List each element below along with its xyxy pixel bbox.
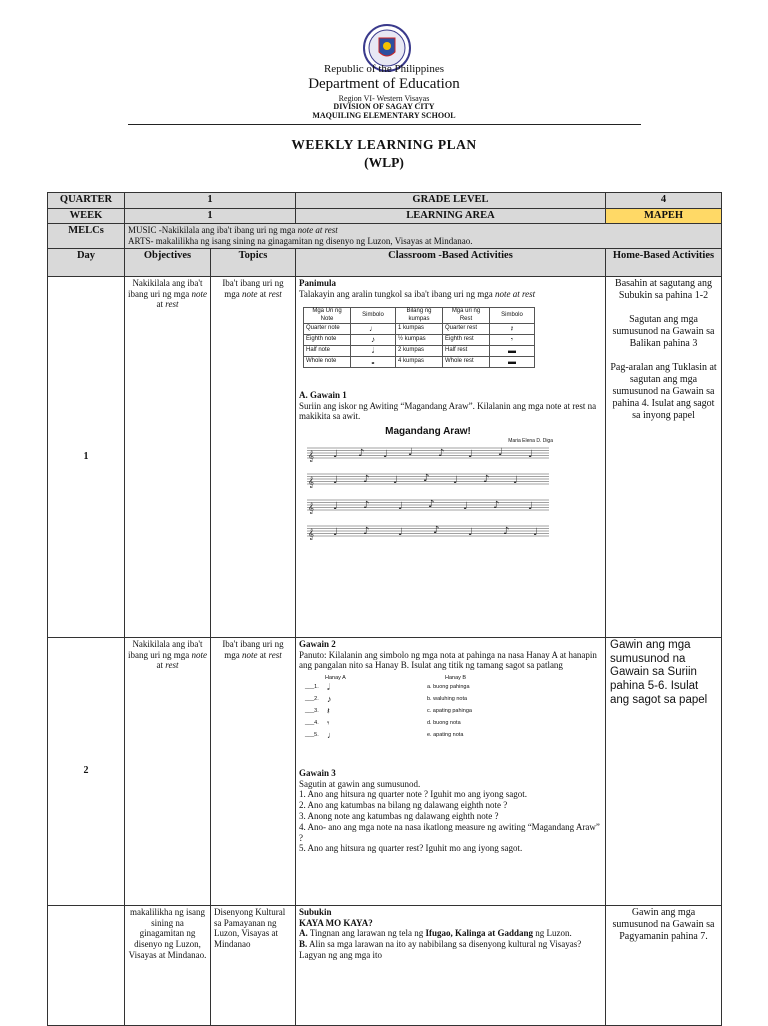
note-table-cell: Whole note xyxy=(304,356,351,367)
quarter-row xyxy=(48,193,722,209)
note-table-cell: Quarter note xyxy=(304,323,351,334)
note-table-header-cell: Mga uri ng Rest xyxy=(443,308,490,323)
hanay-item xyxy=(305,682,602,694)
day1-number: 1 xyxy=(48,276,125,637)
gawain1-heading: A. Gawain 1 xyxy=(299,389,347,400)
wlp-table xyxy=(47,192,722,1026)
division-label: DIVISION OF SAGAY CITY xyxy=(333,102,435,111)
song-composer: Maria Elena D. Diga xyxy=(508,438,553,445)
svg-text:♪: ♪ xyxy=(363,500,370,512)
svg-text:♩: ♩ xyxy=(398,527,403,539)
subukin-heading: Subukin xyxy=(299,906,332,917)
note-table-header xyxy=(304,308,535,323)
music-staff-image xyxy=(303,444,553,548)
quarter-label: QUARTER xyxy=(48,193,125,209)
hanay-item xyxy=(305,694,602,706)
melcs-music: MUSIC -Nakikilala ang iba't ibang uri ng mga xyxy=(128,225,298,236)
note-table-cell: Half note xyxy=(304,345,351,356)
grade-label: GRADE LEVEL xyxy=(296,193,606,209)
day3-item-c: Lagyan ng ang mga ito xyxy=(299,949,382,960)
hanay-answer: b. waluhing nota xyxy=(427,696,468,703)
svg-text:♩: ♩ xyxy=(463,501,468,513)
area-value: MAPEH xyxy=(606,208,722,224)
note-table-cell: 4 kumpas xyxy=(396,356,443,367)
gawain3-list xyxy=(299,789,602,854)
hanay-blank[interactable]: ___4. xyxy=(305,720,319,727)
day3-home: Gawin ang mga sumusunod na Gawain sa Pagyamanin pahina 7. xyxy=(606,905,722,1025)
hanay-matching xyxy=(305,675,602,742)
hanay-blank[interactable]: ___2. xyxy=(305,696,319,703)
header-divider xyxy=(128,124,641,125)
week-row xyxy=(48,208,722,224)
hanay-item xyxy=(305,706,602,718)
svg-text:♩: ♩ xyxy=(533,527,538,539)
note-table-cell: Whole rest xyxy=(443,356,490,367)
svg-text:♪: ♪ xyxy=(363,474,370,486)
note-symbol-icon: 𝄽 xyxy=(327,706,330,717)
svg-text:♩: ♩ xyxy=(333,475,338,487)
day3-row xyxy=(48,905,722,1025)
svg-text:♩: ♩ xyxy=(333,527,338,539)
svg-text:♪: ♪ xyxy=(503,526,510,538)
note-table-cell: 1 kumpas xyxy=(396,323,443,334)
column-header-row xyxy=(48,248,722,276)
col-objectives: Objectives xyxy=(125,248,211,276)
col-topics: Topics xyxy=(211,248,296,276)
note-table-cell: ♪ xyxy=(351,334,396,345)
note-table-row xyxy=(304,356,535,367)
day2-home: Gawin ang mga sumusunod na Gawain sa Suriin pahina 5-6. Isulat ang sagot sa papel xyxy=(606,637,722,905)
week-value: 1 xyxy=(125,208,296,224)
panimula-heading: Panimula xyxy=(299,277,337,288)
col-home: Home-Based Activities xyxy=(606,248,722,276)
melcs-arts: ARTS- makalilikha ng isang sining na ginagamitan ng disenyo ng Luzon, Visayas at Mindanao. xyxy=(128,235,473,246)
hanay-a-label: Hanay A xyxy=(325,675,346,682)
svg-text:♩: ♩ xyxy=(398,501,403,513)
department-label: Department of Education xyxy=(308,76,460,92)
hanay-answer: c. apating pahinga xyxy=(427,708,472,715)
day1-classroom xyxy=(296,276,606,637)
hanay-blank[interactable]: ___3. xyxy=(305,708,319,715)
note-table-cell: 𝄽 xyxy=(490,323,535,334)
day2-topic: Iba't ibang uri ng mga note at rest xyxy=(211,637,296,905)
note-table-header-cell: Mga Uri ng Note xyxy=(304,308,351,323)
day3-number xyxy=(48,905,125,1025)
note-table-cell: 2 kumpas xyxy=(396,345,443,356)
svg-text:♩: ♩ xyxy=(513,475,518,487)
gawain3-item: 3. Anong note ang katumbas ng dalawang eighth note ? xyxy=(299,810,499,821)
republic-label: Republic of the Philippines xyxy=(323,63,445,75)
page-title: WEEKLY LEARNING PLAN xyxy=(291,137,477,152)
svg-text:♪: ♪ xyxy=(433,525,440,537)
note-table-cell: Quarter rest xyxy=(443,323,490,334)
melcs-row xyxy=(48,224,722,249)
gawain2-text: Panuto: Kilalanin ang simbolo ng mga nota at pahinga na nasa Hanay A at hanapin ang pangalan nito sa Hanay B. Isulat ang titik ng tamang sagot sa patlang xyxy=(299,649,597,671)
col-classroom: Classroom -Based Activities xyxy=(296,248,606,276)
hanay-list xyxy=(305,682,602,742)
hanay-item xyxy=(305,718,602,730)
note-symbol-icon: ♪ xyxy=(327,694,332,705)
hanay-answer: d. buong nota xyxy=(427,720,461,727)
day1-home xyxy=(606,276,722,637)
gawain1-text: Suriin ang iskor ng Awiting “Magandang Araw”. Kilalanin ang mga note at rest na makikita sa awit. xyxy=(299,400,597,422)
svg-text:𝄞: 𝄞 xyxy=(308,451,314,463)
svg-text:♪: ♪ xyxy=(358,448,365,460)
svg-text:♩: ♩ xyxy=(333,449,338,461)
page-subtitle: (WLP) xyxy=(364,155,404,170)
svg-text:♪: ♪ xyxy=(483,474,490,486)
gawain3-item: 4. Ano- ano ang mga note na nasa ikatlong measure ng awiting “Magandang Araw” ? xyxy=(299,821,600,843)
gawain3-item: 1. Ano ang hitsura ng quarter note ? Iguhit mo ang iyong sagot. xyxy=(299,789,527,800)
note-table-header-cell: Simbolo xyxy=(351,308,396,323)
song-score xyxy=(303,426,553,551)
svg-text:𝄞: 𝄞 xyxy=(308,477,314,489)
note-table-cell: Eighth note xyxy=(304,334,351,345)
hanay-blank[interactable]: ___5. xyxy=(305,732,319,739)
note-table-cell: ▬ xyxy=(490,345,535,356)
note-table-cell: 𝅝 xyxy=(351,356,396,367)
day3-objective: makalilikha ng isang sining na ginagamitan ng disenyo ng Luzon, Visayas at Mindanao. xyxy=(125,905,211,1025)
quarter-value: 1 xyxy=(125,193,296,209)
gawain3-heading: Gawain 3 xyxy=(299,767,336,778)
col-day: Day xyxy=(48,248,125,276)
svg-text:♪: ♪ xyxy=(438,448,445,460)
panimula-text: Talakayin ang aralin tungkol sa iba't ibang uri ng mga note at rest xyxy=(299,288,536,299)
gawain3-intro: Sagutin at gawin ang sumusunod. xyxy=(299,778,421,789)
note-table-cell: Eighth rest xyxy=(443,334,490,345)
gawain3-item: 5. Ano ang hitsura ng quarter rest? Iguhit mo ang iyong sagot. xyxy=(299,843,523,854)
day2-classroom xyxy=(296,637,606,905)
svg-text:♩: ♩ xyxy=(333,501,338,513)
day3-item-a: A. Tingnan ang larawan ng tela ng Ifugao, Kalinga at Gaddang ng Luzon. xyxy=(299,928,572,939)
note-table-row xyxy=(304,323,535,334)
note-table-header-cell: Simbolo xyxy=(490,308,535,323)
note-table-header-cell: Bilang ng kumpas xyxy=(396,308,443,323)
day1-home-1: Basahin at sagutang ang Subukin sa pahina 1-2 xyxy=(615,277,712,301)
day1-home-2: Sagutan ang mga sumusunod na Gawain sa Balikan pahina 3 xyxy=(612,313,715,349)
note-symbol-icon: 𝅗𝅥 xyxy=(327,682,330,693)
svg-text:𝄞: 𝄞 xyxy=(308,503,314,515)
grade-value: 4 xyxy=(606,193,722,209)
svg-text:♪: ♪ xyxy=(428,499,435,511)
svg-text:♩: ♩ xyxy=(468,527,473,539)
svg-text:♩: ♩ xyxy=(528,501,533,513)
day2-row xyxy=(48,637,722,905)
note-table-cell: Half rest xyxy=(443,345,490,356)
day1-objective: Nakikilala ang iba't ibang uri ng mga note at rest xyxy=(125,276,211,637)
kaya-heading: KAYA MO KAYA? xyxy=(299,917,373,928)
melcs-music-italic: note at rest xyxy=(297,225,338,236)
day1-home-3: Pag-aralan ang Tuklasin at sagutan ang mga sumusunod na Gawain sa pahina 4. Isulat ang sagot sa inyong papel xyxy=(610,361,717,421)
svg-text:♪: ♪ xyxy=(423,473,430,485)
area-label: LEARNING AREA xyxy=(296,208,606,224)
svg-text:♩: ♩ xyxy=(393,475,398,487)
note-symbol-icon: 𝄾 xyxy=(327,718,330,729)
note-symbol-icon: ♩ xyxy=(327,730,336,741)
school-label: MAQUILING ELEMENTARY SCHOOL xyxy=(312,111,456,120)
song-title: Magandang Araw! xyxy=(385,426,471,438)
day2-objective: Nakikilala ang iba't ibang uri ng mga note at rest xyxy=(125,637,211,905)
note-table-cell: ½ kumpas xyxy=(396,334,443,345)
svg-text:♩: ♩ xyxy=(528,449,533,461)
melcs-label: MELCs xyxy=(48,224,125,249)
hanay-b-label: Hanay B xyxy=(445,675,467,682)
day1-topic: Iba't ibang uri ng mga note at rest xyxy=(211,276,296,637)
note-rest-table xyxy=(303,307,535,367)
week-label: WEEK xyxy=(48,208,125,224)
svg-text:♩: ♩ xyxy=(498,447,503,459)
hanay-item xyxy=(305,730,602,742)
day2-number: 2 xyxy=(48,637,125,905)
svg-text:♪: ♪ xyxy=(493,500,500,512)
day3-item-b: B. Alin sa mga larawan na ito ay nabibilang sa disenyong kultural ng Visayas? xyxy=(299,939,582,950)
day3-classroom xyxy=(296,905,606,1025)
note-table-cell: ▬ xyxy=(490,356,535,367)
svg-text:♩: ♩ xyxy=(468,449,473,461)
hanay-answer: a. buong pahinga xyxy=(427,684,470,691)
svg-text:♪: ♪ xyxy=(363,526,370,538)
note-table-cell: 𝄾 xyxy=(490,334,535,345)
hanay-blank[interactable]: ___1. xyxy=(305,684,319,691)
svg-text:𝄞: 𝄞 xyxy=(308,529,314,541)
gawain2-heading: Gawain 2 xyxy=(299,638,336,649)
hanay-answer: e. apating nota xyxy=(427,732,464,739)
region-label: Region VI- Western Visayas xyxy=(338,94,430,103)
svg-text:♩: ♩ xyxy=(383,449,388,461)
note-table-row xyxy=(304,334,535,345)
day1-row xyxy=(48,276,722,637)
gawain3-item: 2. Ano ang katumbas na bilang ng dalawang eighth note ? xyxy=(299,800,508,811)
melcs-text xyxy=(125,224,722,249)
note-table-cell: 𝅗𝅥 xyxy=(351,345,396,356)
svg-text:♩: ♩ xyxy=(408,447,413,459)
day3-topic: Disenyong Kultural sa Pamayanan ng Luzon, Visayas at Mindanao xyxy=(211,905,296,1025)
note-table-row xyxy=(304,345,535,356)
svg-text:♩: ♩ xyxy=(453,475,458,487)
note-table-cell: ♩ xyxy=(351,323,396,334)
